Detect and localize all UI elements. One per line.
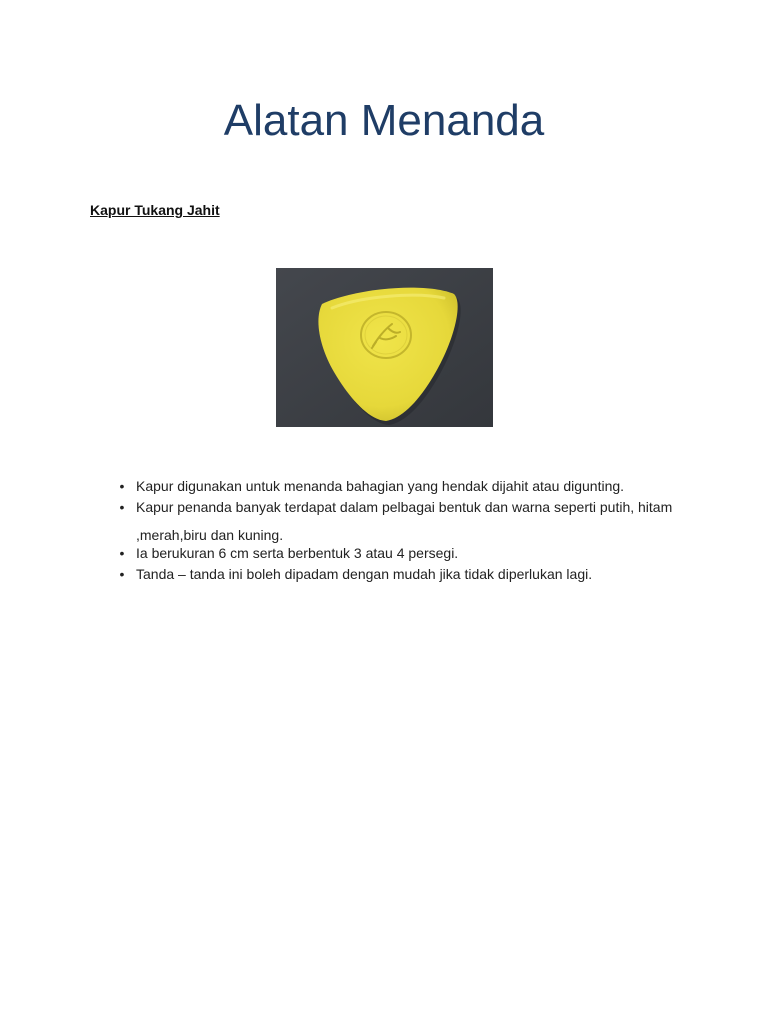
bullet-symbol: • bbox=[119, 566, 125, 582]
bullet-symbol: • bbox=[119, 499, 125, 515]
bullet-symbol: • bbox=[119, 478, 125, 494]
tailor-chalk-photo bbox=[276, 268, 493, 427]
list-item-text: Kapur penanda banyak terdapat dalam pelbagai bentuk dan warna seperti putih, hitam ,merah,biru dan kuning. bbox=[136, 499, 673, 543]
list-item-text: Kapur digunakan untuk menanda bahagian yang hendak dijahit atau digunting. bbox=[136, 478, 625, 494]
list-item-text: Tanda – tanda ini boleh dipadam dengan mudah jika tidak diperlukan lagi. bbox=[136, 566, 593, 582]
section-heading: Kapur Tukang Jahit bbox=[90, 202, 220, 218]
bullet-symbol: • bbox=[119, 545, 125, 561]
page-title: Alatan Menanda bbox=[223, 96, 545, 145]
list-item-text: Ia berukuran 6 cm serta berbentuk 3 atau 4 persegi. bbox=[136, 545, 459, 561]
